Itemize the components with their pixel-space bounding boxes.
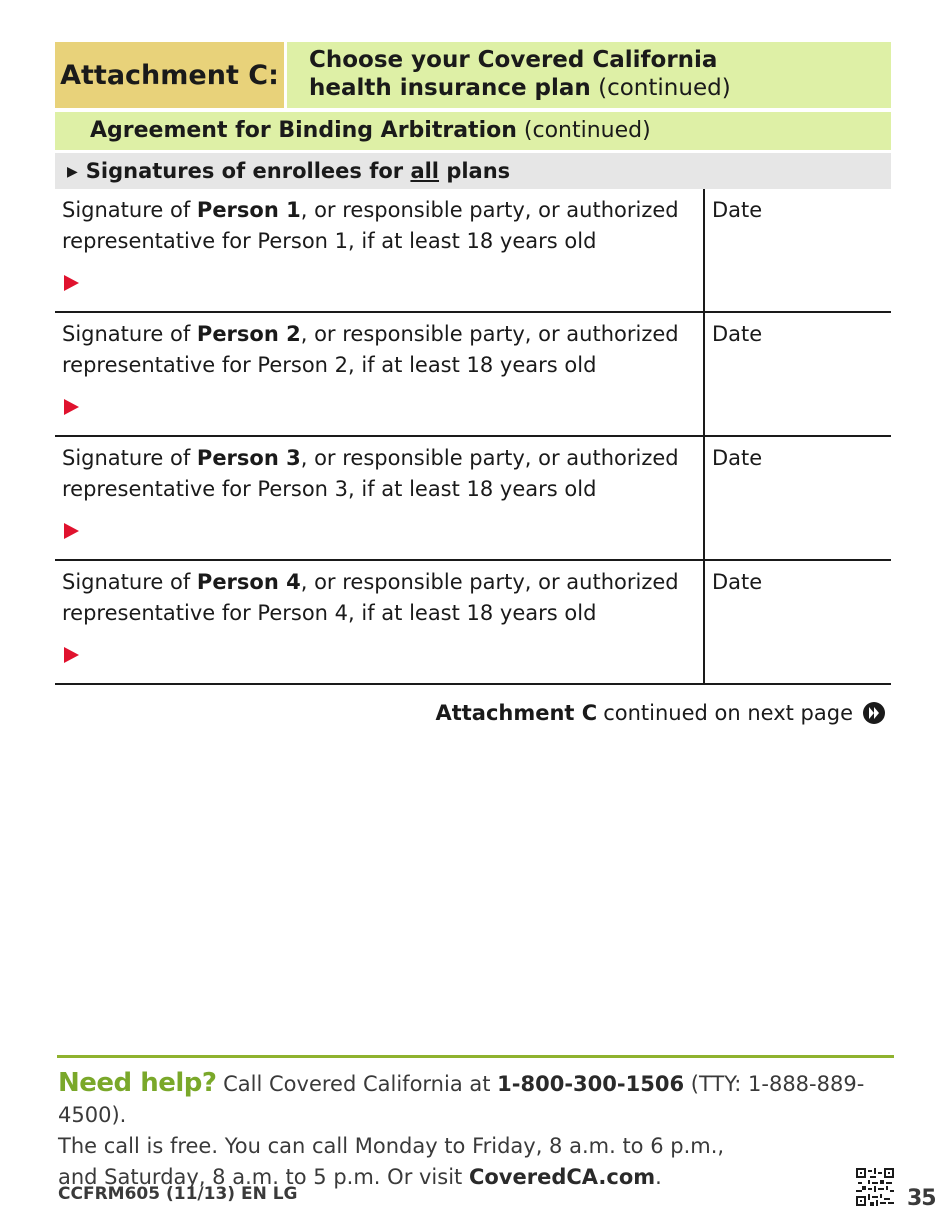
subheader-suffix: (continued) [523,118,651,143]
sign-here-arrow-icon [64,275,79,291]
signature-rest: , or responsible party, or authorized [300,570,679,594]
signature-field[interactable] [55,561,705,683]
continued-note [435,698,885,728]
next-page-icon[interactable] [863,702,885,724]
person-label: Person 2 [196,322,301,346]
call-text: Call Covered California at [223,1072,491,1096]
sign-here-arrow-icon [64,647,79,663]
continued-bold: Attachment C [435,701,598,725]
continued-text: continued on next page [603,701,853,725]
signature-row [55,437,891,561]
signatures-bar [55,153,891,189]
signature-rest: , or responsible party, or authorized [300,322,679,346]
signature-field[interactable] [55,437,705,559]
help-line2: The call is free. You can call Monday to Friday, 8 a.m. to 6 p.m., [58,1134,725,1158]
signature-table [55,189,891,685]
form-code: CCFRM605 (11/13) EN LG [58,1184,298,1204]
person-label: Person 3 [196,446,301,470]
triangle-bullet-icon: ▶ [67,164,78,180]
phone-link[interactable]: 1-800-300-1506 [497,1072,685,1096]
date-field[interactable]: Date [712,198,763,222]
person-label: Person 4 [196,570,301,594]
signature-line2: representative for Person 1, if at least 18 years old [62,229,597,253]
page-number: 35 [907,1186,936,1211]
date-field[interactable]: Date [712,446,763,470]
attachment-label: Attachment C: [55,42,284,108]
signature-row [55,313,891,437]
signature-prefix: Signature of [62,570,191,594]
help-text [58,1068,928,1193]
person-label: Person 1 [196,198,301,222]
need-help-heading: Need help? [58,1068,217,1098]
signature-line2: representative for Person 3, if at least 18 years old [62,477,597,501]
attachment-title [287,42,891,108]
section-subheader [55,112,891,150]
sigbar-pre: Signatures of enrollees for [85,159,404,183]
title-line2: health insurance plan [309,75,591,101]
sign-here-arrow-icon [64,523,79,539]
signature-rest: , or responsible party, or authorized [300,198,679,222]
help-line3-end: . [655,1165,662,1189]
signature-prefix: Signature of [62,322,191,346]
footer-divider [57,1055,894,1058]
signature-rest: , or responsible party, or authorized [300,446,679,470]
subheader-title: Agreement for Binding Arbitration [90,118,517,143]
signature-line2: representative for Person 2, if at least 18 years old [62,353,597,377]
sign-here-arrow-icon [64,399,79,415]
date-field[interactable]: Date [712,322,763,346]
signature-row [55,561,891,685]
help-line3: and Saturday, 8 a.m. to 5 p.m. Or visit [58,1165,463,1189]
signature-line2: representative for Person 4, if at least 18 years old [62,601,597,625]
sigbar-post: plans [446,159,511,183]
date-field[interactable]: Date [712,570,763,594]
title-line1: Choose your Covered California [309,47,718,73]
tty-text: (TTY: 1-888-889-4500). [58,1072,865,1127]
signature-prefix: Signature of [62,446,191,470]
title-suffix: (continued) [598,75,731,101]
signature-field[interactable] [55,189,705,311]
attachment-header [55,42,891,108]
signature-prefix: Signature of [62,198,191,222]
qr-code-icon [856,1168,894,1206]
sigbar-underlined: all [410,159,440,183]
website-link[interactable]: CoveredCA.com [468,1165,656,1189]
signature-field[interactable] [55,313,705,435]
signature-row [55,189,891,313]
